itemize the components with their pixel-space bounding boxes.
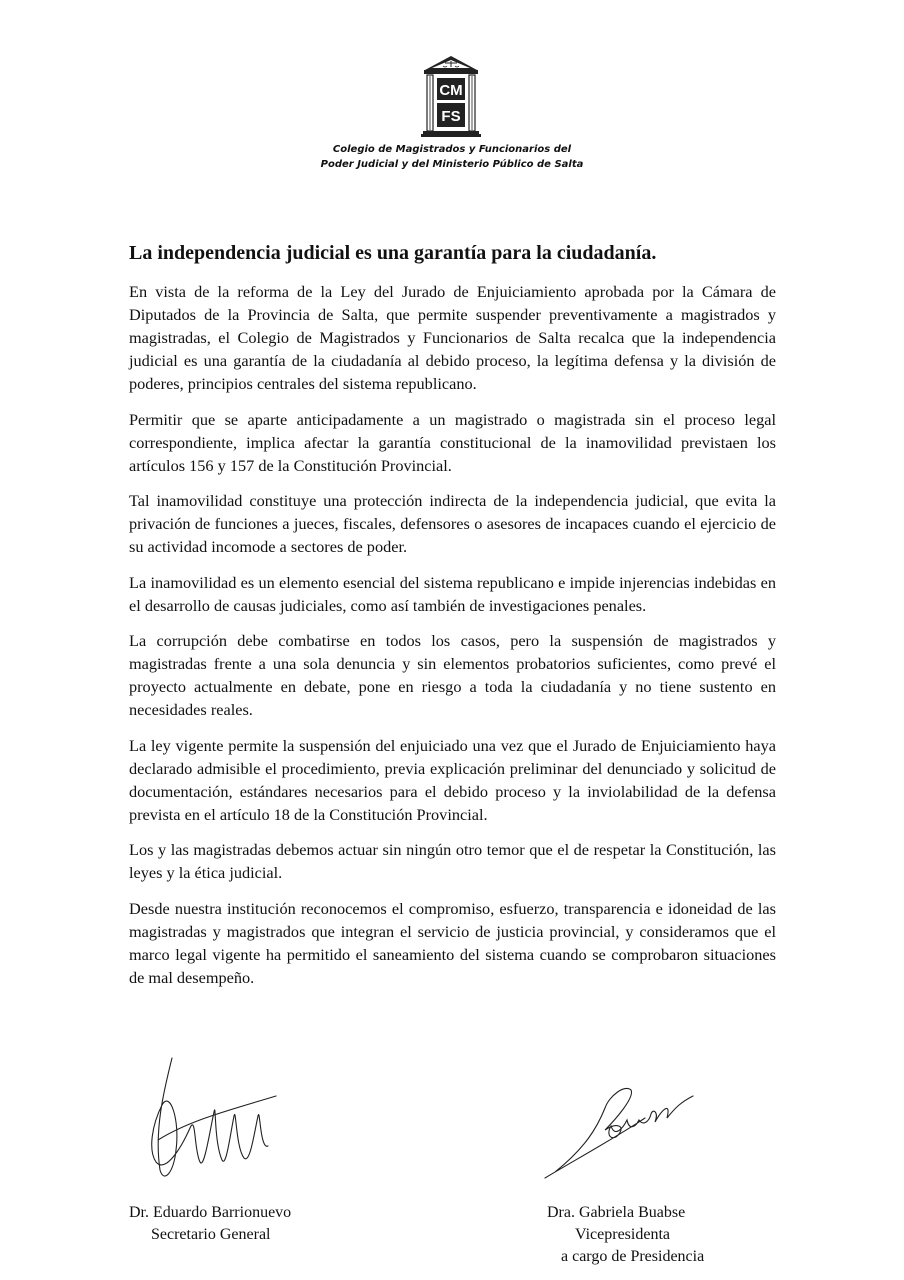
logo-letters-top: CM (439, 82, 463, 99)
paragraph-7: Los y las magistradas debemos actuar sin ningún otro temor que el de respetar la Constitución, las leyes y la ética judicial. (129, 840, 776, 882)
paragraph-2: Permitir que se aparte anticipadamente a un magistrado o magistrada sin el proceso legal correspondiente, implica afectar la garantía constitucional de la inamovilidad previstaen los artículos 156 y 157 de la Constitución Provincial. (129, 409, 776, 475)
signatory-right-role-2: a cargo de Presidencia (561, 1248, 705, 1265)
paragraph-1: En vista de la reforma de la Ley del Jurado de Enjuiciamiento aprobada por la Cámara de Diputados de la Provincia de Salta, que permite suspender preventivamente a magistrados y magistradas, el Colegio de Magistrados y Funcionarios de Salta recalca que la independencia judicial es una garantía de la ciudadanía al debido proceso, la legítima defensa y la división de poderes, principios centrales del sistema republicano. (129, 282, 776, 393)
institution-name-line-2: Poder Judicial y del Ministerio Público de Salta (320, 159, 584, 170)
logo-letters-bottom: FS (441, 108, 461, 125)
signatory-right-name: Dra. Gabriela Buabse (547, 1204, 686, 1221)
institution-name-line-1: Colegio de Magistrados y Funcionarios del (332, 144, 572, 155)
paragraph-8: Desde nuestra institución reconocemos el compromiso, esfuerzo, transparencia e idoneidad de las magistradas y magistrados que integran el servicio de justicia provincial, y consideramos que el marco legal vigente ha permitido el saneamiento del sistema cuando se comprobaron situaciones de mal desempeño. (129, 898, 776, 987)
signature-right (535, 1078, 705, 1188)
signature-left (140, 1050, 280, 1190)
institution-name (240, 142, 664, 172)
signatory-right-role: Vicepresidenta (575, 1226, 670, 1243)
signatory-left (129, 1202, 291, 1246)
paragraph-4: La inamovilidad es un elemento esencial del sistema republicano e impide injerencias indebidas en el desarrollo de causas judiciales, como así también de investigaciones penales. (129, 572, 776, 615)
paragraph-5: La corrupción debe combatirse en todos los casos, pero la suspensión de magistrados y magistradas frente a una sola denuncia y sin elementos probatorios suficientes, como prevé el proyecto actualmente en debate, pone en riesgo a toda la ciudadanía y no tiene sustento en necesidades reales. (129, 631, 776, 719)
institution-logo (421, 54, 481, 138)
signatory-left-name: Dr. Eduardo Barrionuevo (129, 1204, 292, 1221)
signatory-right (547, 1202, 704, 1268)
document-title: La independencia judicial es una garantía para la ciudadanía. (129, 242, 657, 264)
signatory-left-role: Secretario General (151, 1226, 271, 1243)
paragraph-6: La ley vigente permite la suspensión del enjuiciado una vez que el Jurado de Enjuiciamiento haya declarado admisible el procedimiento, previa explicación preliminar del denunciado y solicitud de documentación, estándares necesarios para el debido proceso y la inviolabilidad de la defensa prevista en el artículo 18 de la Constitución Provincial. (129, 735, 776, 824)
paragraph-3: Tal inamovilidad constituye una protección indirecta de la independencia judicial, que evita la privación de funciones a jueces, fiscales, defensores o asesores de incapaces cuando el ejercicio de su actividad incomode a sectores de poder. (129, 491, 776, 556)
document-body (129, 280, 776, 1001)
